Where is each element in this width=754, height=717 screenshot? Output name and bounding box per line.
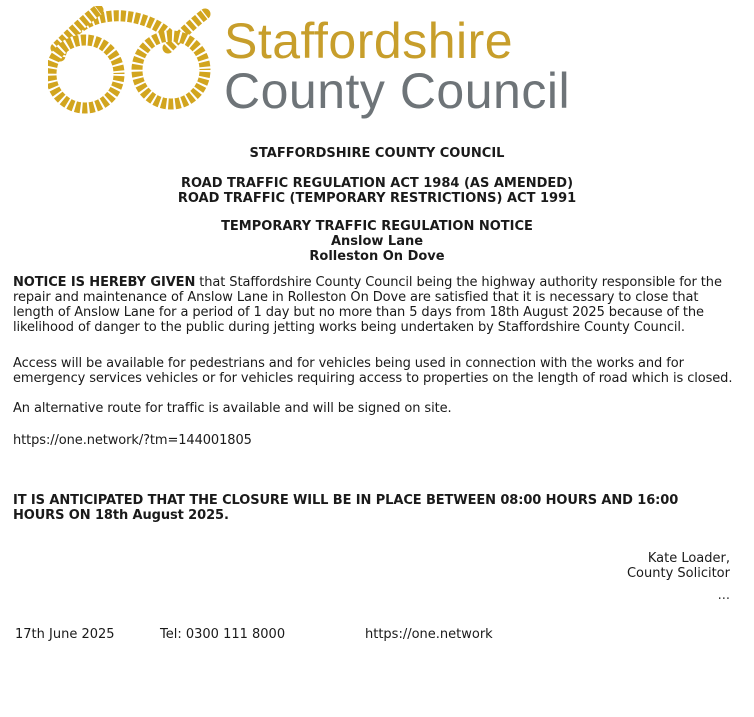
signature-dots: ... [717, 588, 730, 603]
paragraph-access: Access will be available for pedestrians and for vehicles being used in connection with the works and for emergency services vehicles or for vehicles requiring access to properties on the length of road which is closed. [13, 356, 733, 386]
map-link-text: https://one.network/?tm=144001805 [13, 433, 252, 448]
footer-website: https://one.network [365, 627, 493, 642]
footer-date: 17th June 2025 [15, 627, 115, 642]
signature-block [627, 551, 730, 581]
heading-act-1991: ROAD TRAFFIC (TEMPORARY RESTRICTIONS) ACT 1991 [177, 191, 577, 206]
council-logo-wordmark [224, 13, 571, 119]
heading-notice-title: TEMPORARY TRAFFIC REGULATION NOTICE [221, 219, 533, 234]
paragraph-alternative-route: An alternative route for traffic is available and will be signed on site. [13, 401, 452, 416]
heading-place-name: Rolleston On Dove [309, 249, 445, 264]
paragraph-notice-given [13, 275, 743, 335]
notice-given-lead: NOTICE IS HEREBY GIVEN [13, 275, 196, 290]
footer-telephone: Tel: 0300 111 8000 [160, 627, 286, 642]
logo-line-county-council: County Council [224, 63, 571, 119]
heading-road-name: Anslow Lane [330, 234, 424, 249]
heading-acts [0, 176, 754, 206]
notice-given-rest: that Staffordshire County Council being the highway authority responsible for the repair and maintenance of Anslow Lane in Rolleston On Dove are satisfied that it is necessary to close that length of Anslow Lane for a period of 1 day but no more than 5 days from 18th August 2025 because of the likelihood of danger to the public during jetting works being undertaken by Staffordshire County Council. [13, 275, 722, 335]
heading-council: STAFFORDSHIRE COUNTY COUNCIL [249, 146, 505, 161]
staffordshire-knot-icon [48, 6, 220, 124]
heading-act-1984: ROAD TRAFFIC REGULATION ACT 1984 (AS AMENDED) [180, 176, 574, 191]
logo-line-staffordshire: Staffordshire [224, 13, 514, 69]
paragraph-closure-times: IT IS ANTICIPATED THAT THE CLOSURE WILL BE IN PLACE BETWEEN 08:00 HOURS AND 16:00 HOURS ON 18th August 2025. [13, 493, 679, 523]
heading-notice-block [0, 219, 754, 264]
signature-title: County Solicitor [626, 566, 730, 581]
signature-name: Kate Loader, [647, 551, 730, 566]
